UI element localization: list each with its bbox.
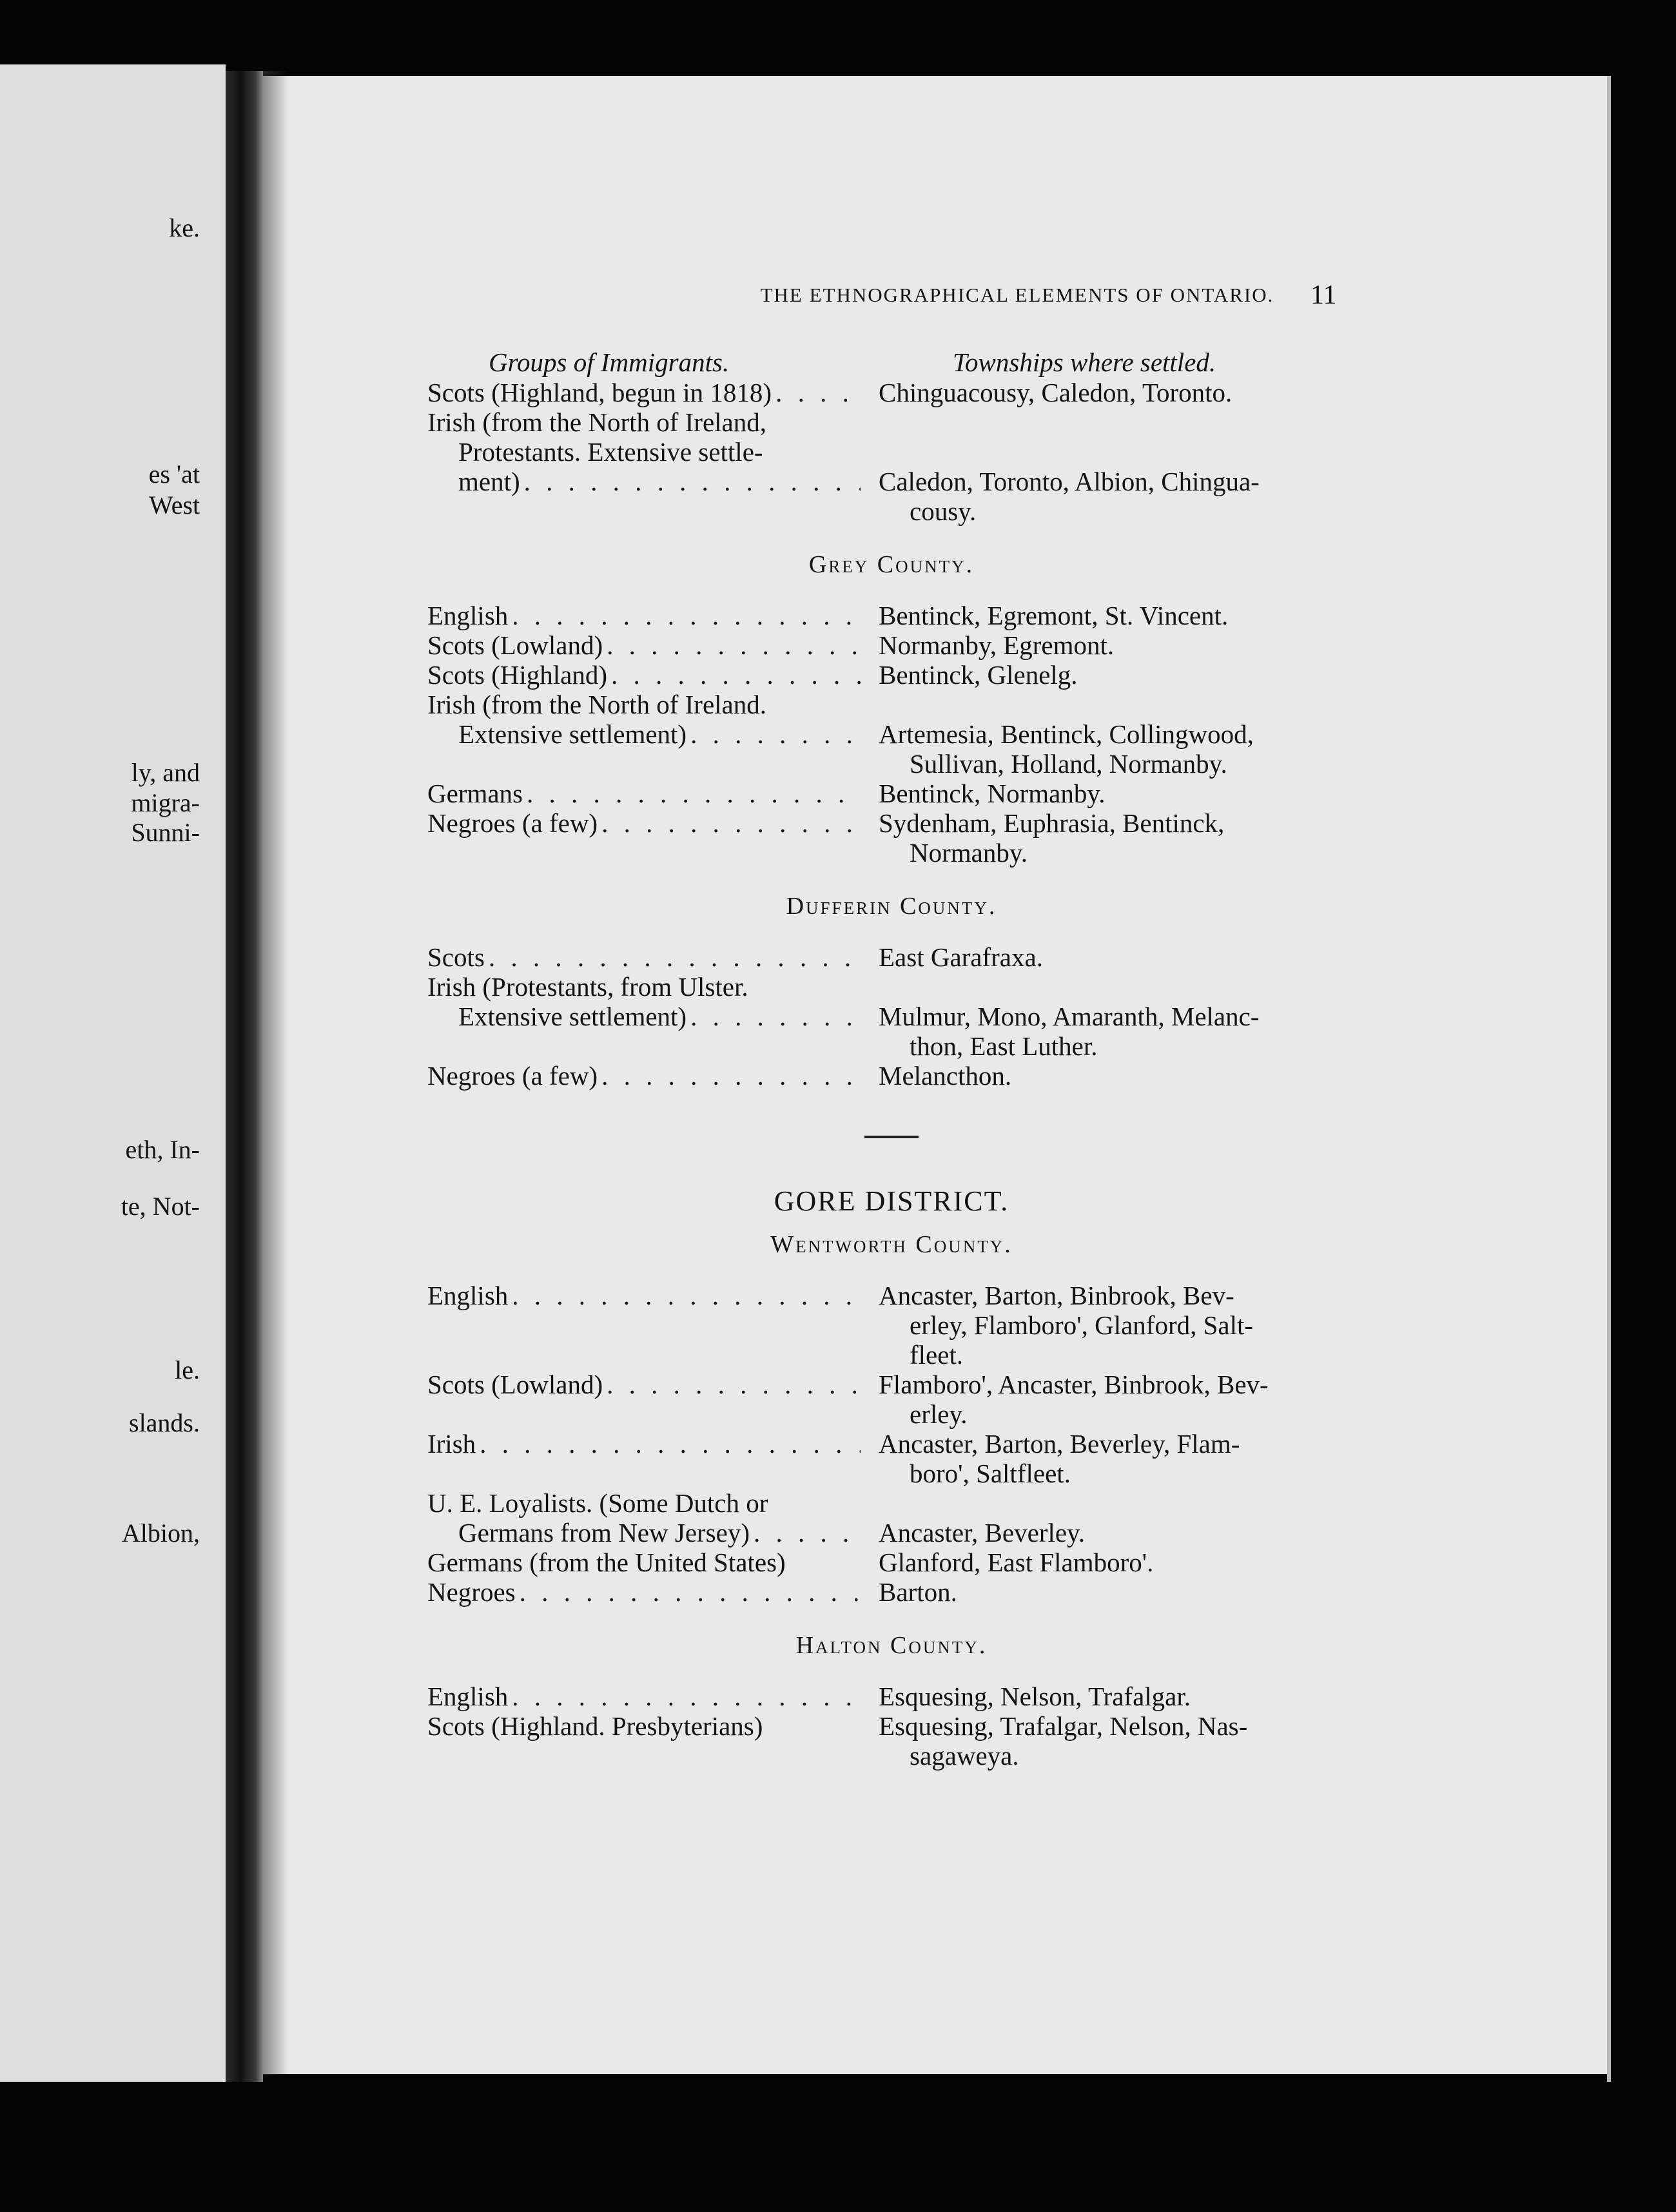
dot-leader	[520, 467, 861, 496]
townships-line: Mulmur, Mono, Amaranth, Melanc-	[879, 1002, 1260, 1031]
group-text: Scots (Highland, begun in 1818)	[427, 378, 772, 407]
table-row	[427, 779, 1356, 808]
settlement-table	[427, 378, 1356, 1771]
townships-line: Bentinck, Egremont, St. Vincent.	[879, 601, 1229, 630]
townships-cell	[861, 972, 1356, 1061]
table-row	[427, 690, 1356, 779]
group-line-final	[427, 1547, 861, 1577]
dot-leader	[508, 1682, 861, 1711]
group-text: Germans from New Jersey)	[458, 1518, 750, 1547]
previous-page-fragment	[0, 64, 226, 2082]
dot-leader	[607, 660, 861, 690]
district-heading: GORE DISTRICT.	[774, 1185, 1009, 1217]
townships-line: Glanford, East Flamboro'.	[879, 1547, 1154, 1577]
table-row	[427, 1711, 1356, 1771]
townships-line: Barton.	[879, 1577, 957, 1607]
group-text: Negroes	[427, 1577, 516, 1607]
table-row	[427, 660, 1356, 690]
townships-line: Flamboro', Ancaster, Binbrook, Bev-	[879, 1370, 1269, 1399]
group-text: Extensive settlement)	[458, 719, 687, 749]
group-text: Scots (Lowland)	[427, 630, 603, 660]
townships-cell	[861, 630, 1356, 660]
book-spine	[226, 71, 263, 2082]
group-cell	[427, 601, 861, 630]
townships-line: Bentinck, Glenelg.	[879, 660, 1078, 690]
townships-line: thon, East Luther.	[910, 1031, 1098, 1061]
townships-line: fleet.	[910, 1340, 964, 1370]
group-cell	[427, 1711, 861, 1771]
group-line: Irish (from the North of Ireland.	[427, 690, 766, 719]
group-line-final	[427, 1429, 861, 1459]
group-cell	[427, 660, 861, 690]
table-row	[427, 1281, 1356, 1370]
group-text: Scots (Highland. Presbyterians)	[427, 1711, 763, 1741]
dot-leader	[687, 719, 861, 749]
townships-line: Chinguacousy, Caledon, Toronto.	[879, 378, 1233, 407]
group-cell	[427, 1429, 861, 1488]
townships-cell	[861, 1429, 1356, 1488]
running-head: THE ETHNOGRAPHICAL ELEMENTS OF ONTARIO.	[760, 284, 1274, 306]
table-row	[427, 1488, 1356, 1547]
table-row	[427, 972, 1356, 1061]
previous-page-line: Sunni-	[131, 818, 200, 847]
townships-cell	[861, 660, 1356, 690]
group-cell	[427, 1061, 861, 1091]
group-text: Scots (Lowland)	[427, 1370, 603, 1399]
group-line-final	[427, 630, 861, 660]
dot-leader	[523, 779, 861, 808]
previous-page-line: le.	[175, 1355, 200, 1384]
group-line: Protestants. Extensive settle-	[458, 437, 763, 467]
townships-cell	[861, 690, 1356, 779]
group-line-final	[427, 719, 861, 749]
group-text: English	[427, 1682, 509, 1711]
group-text: English	[427, 1281, 509, 1310]
group-text: Scots (Highland)	[427, 660, 607, 690]
group-line-final	[427, 942, 861, 972]
group-cell	[427, 378, 861, 407]
group-cell	[427, 972, 861, 1061]
section-divider	[864, 1136, 919, 1138]
table-row	[427, 1577, 1356, 1607]
group-cell	[427, 942, 861, 972]
group-text: Negroes (a few)	[427, 1061, 598, 1091]
table-row	[427, 407, 1356, 526]
table-row	[427, 1682, 1356, 1711]
previous-page-line: West	[149, 490, 200, 519]
dot-leader	[485, 942, 861, 972]
previous-page-line: slands.	[129, 1408, 200, 1437]
group-text: ment)	[458, 467, 520, 496]
group-cell	[427, 1370, 861, 1429]
townships-cell	[861, 1488, 1356, 1547]
townships-line: East Garafraxa.	[879, 942, 1043, 972]
townships-line: Ancaster, Beverley.	[879, 1518, 1086, 1547]
townships-line: Ancaster, Barton, Binbrook, Bev-	[879, 1281, 1234, 1310]
townships-cell	[861, 808, 1356, 868]
dot-leader	[508, 601, 861, 630]
table-row	[427, 630, 1356, 660]
previous-page-line: es 'at	[148, 460, 200, 489]
table-row	[427, 942, 1356, 972]
group-line-final	[427, 1577, 861, 1607]
gutter-shadow	[263, 71, 289, 2075]
group-text: English	[427, 601, 509, 630]
group-line-final	[427, 1281, 861, 1310]
page-number: 11	[1311, 280, 1337, 310]
group-text: Scots	[427, 942, 485, 972]
dot-leader	[508, 1281, 861, 1310]
group-line-final	[427, 1682, 861, 1711]
townships-line: erley.	[910, 1399, 968, 1429]
group-text: Germans (from the United States)	[427, 1547, 786, 1577]
previous-page-line: eth, In-	[125, 1135, 200, 1164]
dot-leader	[598, 1061, 861, 1091]
dot-leader	[516, 1577, 861, 1607]
county-heading: Halton County.	[795, 1632, 988, 1659]
townships-line: Normanby, Egremont.	[879, 630, 1115, 660]
townships-cell	[861, 942, 1356, 972]
group-line-final	[427, 1711, 861, 1741]
dot-leader	[603, 630, 861, 660]
townships-line: Normanby.	[910, 838, 1028, 868]
townships-line: cousy.	[910, 496, 977, 526]
table-row	[427, 1429, 1356, 1488]
group-line-final	[427, 601, 861, 630]
previous-page-line: Albion,	[121, 1518, 200, 1547]
group-line: U. E. Loyalists. (Some Dutch or	[427, 1488, 768, 1518]
townships-cell	[861, 407, 1356, 526]
previous-page-line: te, Not-	[121, 1192, 200, 1221]
group-cell	[427, 1577, 861, 1607]
group-line: Irish (from the North of Ireland,	[427, 407, 766, 437]
column-header-townships: Townships where settled.	[953, 347, 1216, 377]
table-row	[427, 808, 1356, 868]
county-heading: Grey County.	[808, 551, 975, 578]
townships-cell	[861, 1061, 1356, 1091]
group-cell	[427, 630, 861, 660]
group-cell	[427, 1547, 861, 1577]
page	[263, 76, 1607, 2074]
group-text: Extensive settlement)	[458, 1002, 687, 1031]
townships-cell	[861, 1711, 1356, 1771]
group-line-final	[427, 1002, 861, 1031]
townships-line: Artemesia, Bentinck, Collingwood,	[879, 719, 1254, 749]
group-line-final	[427, 1518, 861, 1547]
townships-line: Esquesing, Nelson, Trafalgar.	[879, 1682, 1191, 1711]
townships-cell	[861, 601, 1356, 630]
group-cell	[427, 690, 861, 779]
group-cell	[427, 1281, 861, 1370]
dot-leader	[603, 1370, 861, 1399]
group-line-final	[427, 779, 861, 808]
townships-cell	[861, 1281, 1356, 1370]
dot-leader	[476, 1429, 861, 1459]
group-text: Negroes (a few)	[427, 808, 598, 838]
townships-line: Ancaster, Barton, Beverley, Flam-	[879, 1429, 1240, 1459]
townships-line: erley, Flamboro', Glanford, Salt-	[910, 1310, 1254, 1340]
group-line-final	[427, 1061, 861, 1091]
dot-leader	[687, 1002, 861, 1031]
group-line-final	[427, 660, 861, 690]
table-row	[427, 1061, 1356, 1091]
previous-page-line: ke.	[169, 213, 200, 242]
table-row	[427, 1547, 1356, 1577]
column-header-groups: Groups of Immigrants.	[489, 347, 730, 377]
dot-leader	[598, 808, 861, 838]
group-cell	[427, 1488, 861, 1547]
table-row	[427, 601, 1356, 630]
group-line-final	[427, 1370, 861, 1399]
group-text: Irish	[427, 1429, 476, 1459]
group-cell	[427, 779, 861, 808]
townships-line: Sullivan, Holland, Normanby.	[910, 749, 1227, 779]
group-line-final	[427, 467, 861, 496]
townships-line: Bentinck, Normanby.	[879, 779, 1106, 808]
table-row	[427, 378, 1356, 407]
group-cell	[427, 407, 861, 526]
townships-line: Esquesing, Trafalgar, Nelson, Nas-	[879, 1711, 1248, 1741]
townships-line: boro', Saltfleet.	[910, 1459, 1071, 1488]
townships-line: Caledon, Toronto, Albion, Chingua-	[879, 467, 1260, 496]
dot-leader	[750, 1518, 861, 1547]
dot-leader	[772, 378, 861, 407]
townships-cell	[861, 1370, 1356, 1429]
previous-page-line: ly, and	[131, 758, 200, 787]
group-line-final	[427, 808, 861, 838]
townships-cell	[861, 1682, 1356, 1711]
townships-line: Sydenham, Euphrasia, Bentinck,	[879, 808, 1225, 838]
townships-cell	[861, 1547, 1356, 1577]
townships-cell	[861, 779, 1356, 808]
group-cell	[427, 1682, 861, 1711]
county-heading: Dufferin County.	[786, 893, 997, 920]
townships-cell	[861, 378, 1356, 407]
group-line-final	[427, 378, 861, 407]
group-line: Irish (Protestants, from Ulster.	[427, 972, 748, 1002]
county-heading: Wentworth County.	[770, 1231, 1013, 1258]
townships-line: Melancthon.	[879, 1061, 1012, 1091]
group-text: Germans	[427, 779, 523, 808]
page-edge	[1607, 76, 1611, 2082]
table-row	[427, 1370, 1356, 1429]
townships-line: sagaweya.	[910, 1741, 1019, 1771]
previous-page-line: migra-	[131, 788, 200, 817]
group-cell	[427, 808, 861, 868]
townships-cell	[861, 1577, 1356, 1607]
